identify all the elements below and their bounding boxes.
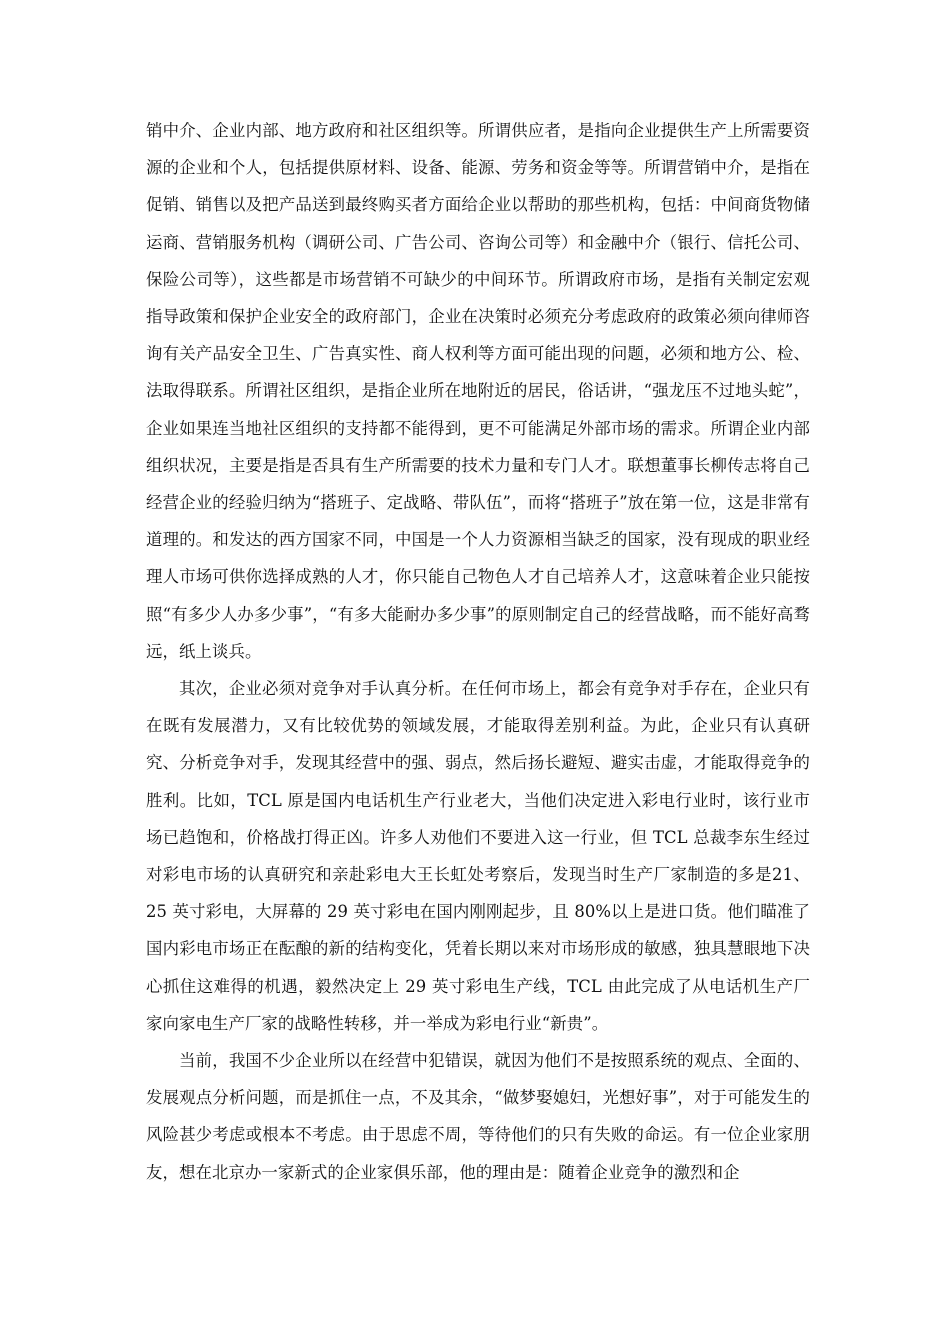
paragraph-3: 当前，我国不少企业所以在经营中犯错误，就因为他们不是按照系统的观点、全面的、发展观点分析问题，而是抓住一点，不及其余，“做梦娶媳妇，光想好事”，对于可能发生的风险甚少考虑或根本不考虑。由于思虑不周，等待他们的只有失败的命运。有一位企业家朋友，想在北京办一家新式的企业家俱乐部，他的理由是：随着企业竞争的激烈和企	[146, 1051, 810, 1182]
document-body	[146, 112, 810, 1191]
paragraph-1: 销中介、企业内部、地方政府和社区组织等。所谓供应者，是指向企业提供生产上所需要资源的企业和个人，包括提供原材料、设备、能源、劳务和资金等等。所谓营销中介，是指在促销、销售以及把产品送到最终购买者方面给企业以帮助的那些机构，包括：中间商货物储运商、营销服务机构（调研公司、广告公司、咨询公司等）和金融中介（银行、信托公司、保险公司等），这些都是市场营销不可缺少的中间环节。所谓政府市场，是指有关制定宏观指导政策和保护企业安全的政府部门，企业在决策时必须充分考虑政府的政策必须向律师咨询有关产品安全卫生、广告真实性、商人权利等方面可能出现的问题，必须和地方公、检、法取得联系。所谓社区组织，是指企业所在地附近的居民，俗话讲，“强龙压不过地头蛇”，企业如果连当地社区组织的支持都不能得到，更不可能满足外部市场的需求。所谓企业内部组织状况，主要是指是否具有生产所需要的技术力量和专门人才。联想董事长柳传志将自己经营企业的经验归纳为“搭班子、定战略、带队伍”，而将“搭班子”放在第一位，这是非常有道理的。和发达的西方国家不同，中国是一个人力资源相当缺乏的国家，没有现成的职业经理人市场可供你选择成熟的人才，你只能自己物色人才自己培养人才，这意味着企业只能按照“有多少人办多少事”，“有多大能耐办多少事”的原则制定自己的经营战略，而不能好高骛远，纸上谈兵。	[146, 121, 810, 661]
paragraph-2: 其次，企业必须对竞争对手认真分析。在任何市场上，都会有竞争对手存在，企业只有在既有发展潜力，又有比较优势的领域发展，才能取得差别利益。为此，企业只有认真研究、分析竞争对手，发现其经营中的强、弱点，然后扬长避短、避实击虚，才能取得竞争的胜利。比如，TCL 原是国内电话机生产行业老大，当他们决定进入彩电行业时，该行业市场已趋饱和，价格战打得正凶。许多人劝他们不要进入这一行业，但 TCL 总裁李东生经过对彩电市场的认真研究和亲赴彩电大王长虹处考察后，发现当时生产厂家制造的多是21、25 英寸彩电，大屏幕的 29 英寸彩电在国内刚刚起步，且 80%以上是进口货。他们瞄准了国内彩电市场正在酝酿的新的结构变化，凭着长期以来对市场形成的敏感，独具慧眼地下决心抓住这难得的机遇，毅然决定上 29 英寸彩电生产线，TCL 由此完成了从电话机生产厂家向家电生产厂家的战略性转移，并一举成为彩电行业“新贵”。	[146, 679, 810, 1033]
